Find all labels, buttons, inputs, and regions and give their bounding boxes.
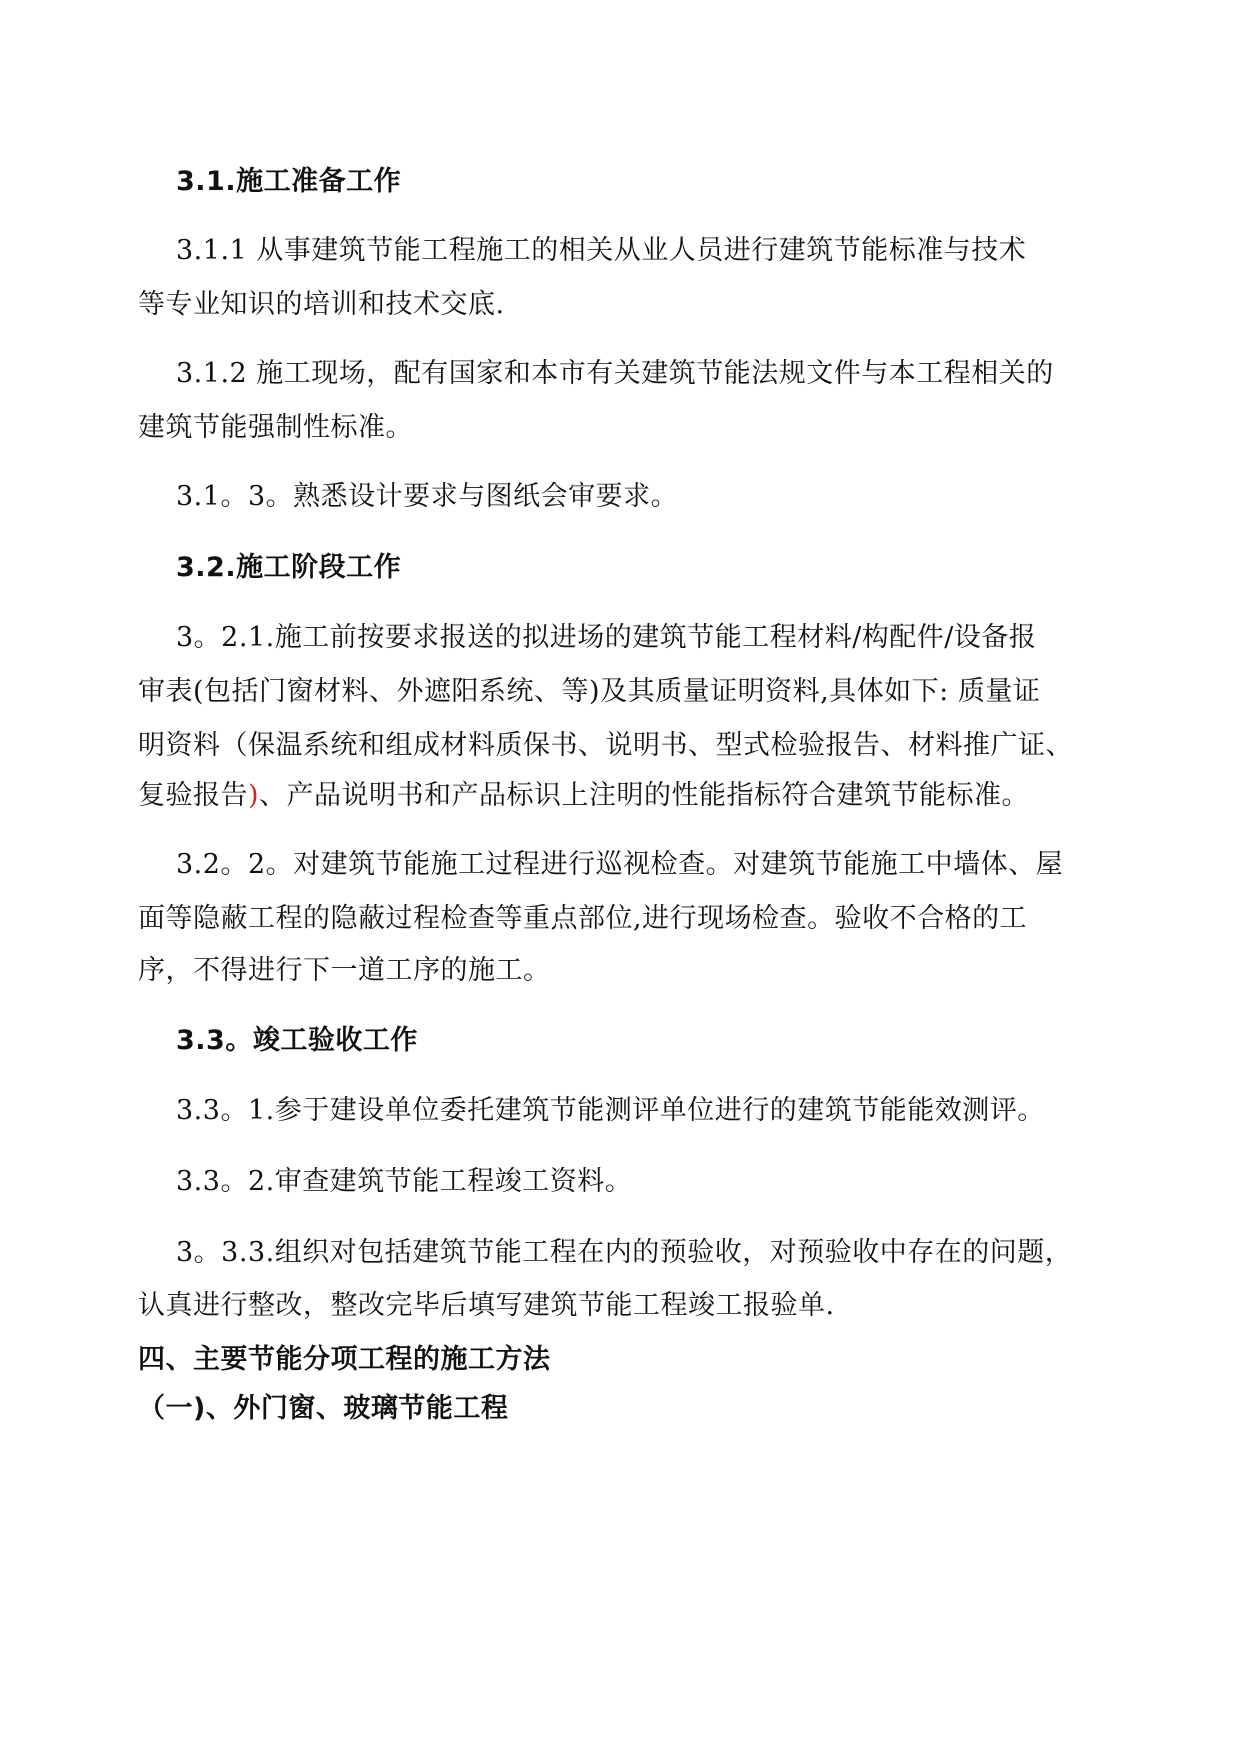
paragraph-3-2-1-line-4-end: 、产品说明书和产品标识上注明的性能指标符合建筑节能标准。 [259,780,1030,811]
paragraph-3-1-1-line-1: 3.1.1 从事建筑节能工程施工的相关从业人员进行建筑节能标准与技术 [176,235,1027,266]
section-3-3-heading: 3.3。竣工验收工作 [176,1025,418,1056]
paragraph-3-2-1-line-3: 明资料（保温系统和组成材料质保书、说明书、型式检验报告、材料推广证、 [138,730,1073,761]
paragraph-3-3-3-line-2: 认真进行整改，整改完毕后填写建筑节能工程竣工报验单. [138,1290,835,1321]
paragraph-3-1-2-line-1: 3.1.2 施工现场，配有国家和本市有关建筑节能法规文件与本工程相关的 [176,358,1054,389]
subsection-4-1-heading: （一)、外门窗、玻璃节能工程 [138,1393,509,1424]
paragraph-3-1-2-line-2: 建筑节能强制性标准。 [138,412,413,443]
paragraph-3-2-2-line-2: 面等隐蔽工程的隐蔽过程检查等重点部位,进行现场检查。验收不合格的工 [138,903,1028,934]
paragraph-3-1-3: 3.1。3。熟悉设计要求与图纸会审要求。 [176,481,679,512]
section-3-1-heading: 3.1.施工准备工作 [176,166,402,197]
paragraph-3-2-1-line-2: 审表(包括门窗材料、外遮阳系统、等)及其质量证明资料,具体如下: 质量证 [138,676,1041,707]
paragraph-3-3-2: 3.3。2.审查建筑节能工程竣工资料。 [176,1166,633,1197]
paragraph-3-2-1-line-4-start: 复验报告 [138,780,248,811]
paragraph-3-1-1-line-2: 等专业知识的培训和技术交底. [138,289,505,320]
red-paren-mark: ) [248,780,260,811]
paragraph-3-2-1-line-1: 3。2.1.施工前按要求报送的拟进场的建筑节能工程材料/构配件/设备报 [176,622,1037,653]
paragraph-3-3-3-line-1: 3。3.3.组织对包括建筑节能工程在内的预验收，对预验收中存在的问题， [176,1237,1073,1268]
paragraph-3-2-1-line-4 [138,779,1029,813]
paragraph-3-2-2-line-1: 3.2。2。对建筑节能施工过程进行巡视检查。对建筑节能施工中墙体、屋 [176,849,1064,880]
section-3-2-heading: 3.2.施工阶段工作 [176,552,402,583]
paragraph-3-2-2-line-3: 序，不得进行下一道工序的施工。 [138,955,551,986]
section-4-heading: 四、主要节能分项工程的施工方法 [138,1344,551,1375]
paragraph-3-3-1: 3.3。1.参于建设单位委托建筑节能测评单位进行的建筑节能能效测评。 [176,1095,1045,1126]
